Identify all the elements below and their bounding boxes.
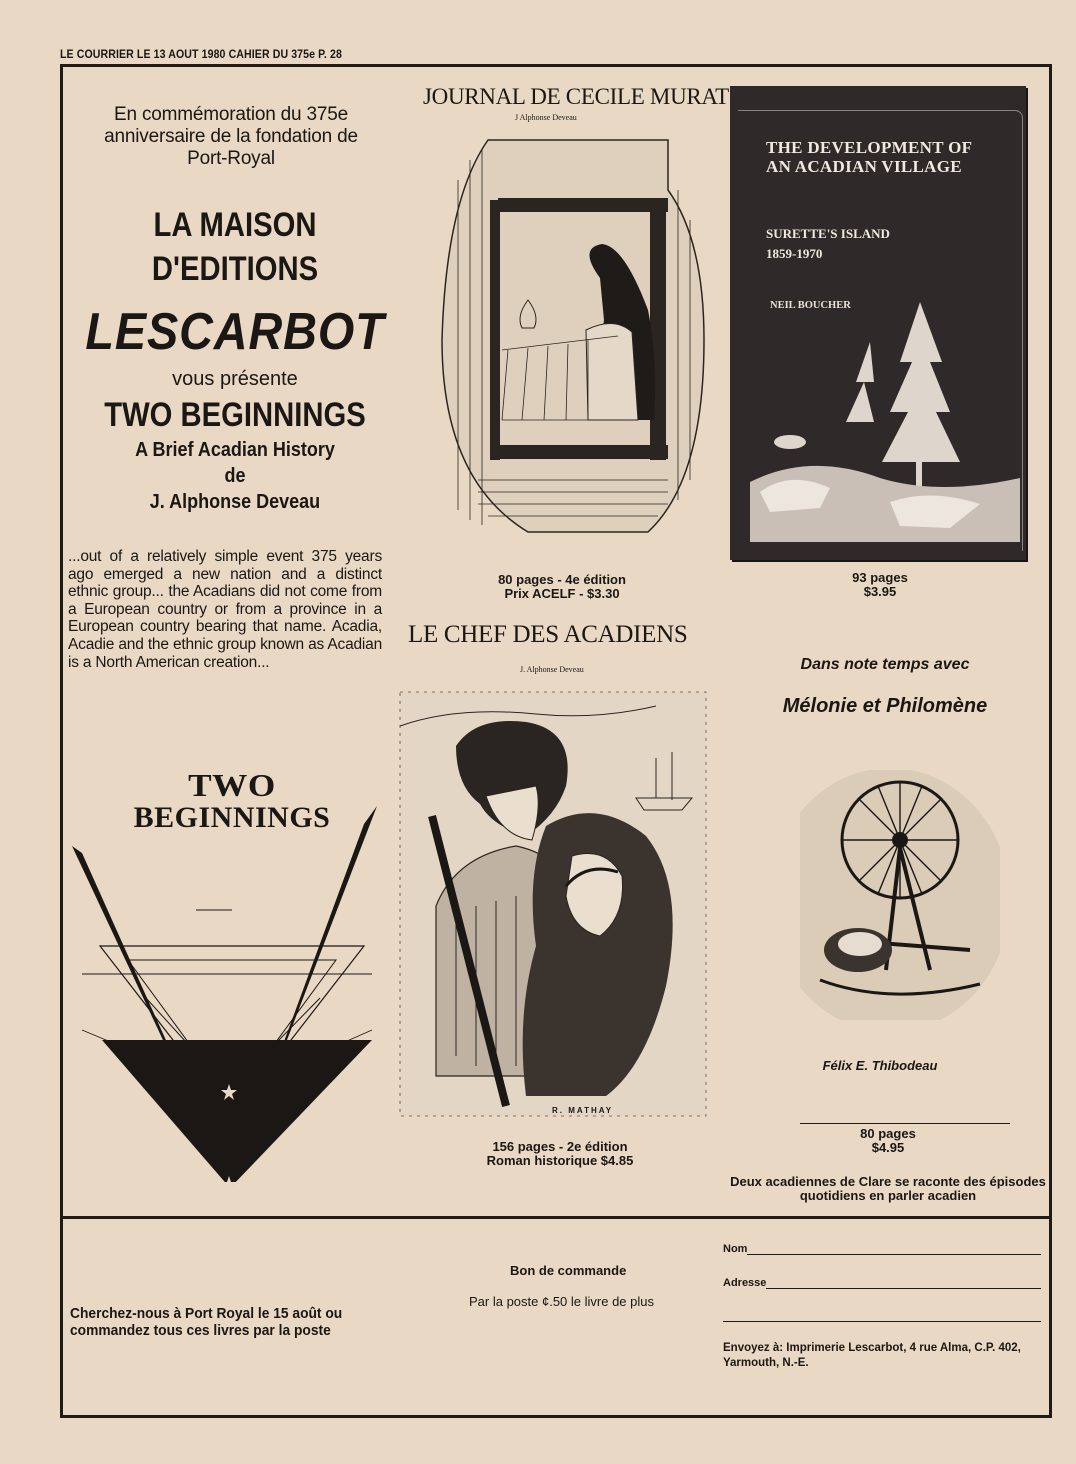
featured-de: de xyxy=(224,465,246,487)
murat-author: J Alphonse Deveau xyxy=(515,113,577,122)
chef-info xyxy=(450,1140,670,1168)
featured-title: TWO BEGINNINGS xyxy=(104,396,366,434)
publisher-line-1: LA MAISON xyxy=(153,206,317,244)
address-label: Adresse xyxy=(723,1277,767,1289)
name-label: Nom xyxy=(723,1243,748,1255)
postage-note: Par la poste ¢.50 le livre de plus xyxy=(469,1294,654,1309)
melonie-price: $4.95 xyxy=(871,1140,905,1155)
name-field[interactable] xyxy=(723,1242,1041,1255)
send-to-line-2: Yarmouth, N.-E. xyxy=(723,1357,809,1369)
cover-tree-illustration xyxy=(750,282,1020,542)
murat-title: JOURNAL DE CECILE MURAT xyxy=(423,84,729,109)
publisher-line-2: D'EDITIONS xyxy=(151,250,319,288)
intro-line-1: En commémoration du 375e xyxy=(114,104,348,125)
logo-title-line-2: BEGINNINGS xyxy=(133,801,331,834)
murat-price: Prix ACELF - $3.30 xyxy=(504,586,620,601)
send-to-address xyxy=(723,1341,1043,1371)
melonie-author: Félix E. Thibodeau xyxy=(822,1058,938,1073)
chef-pages: 156 pages - 2e édition xyxy=(492,1139,628,1154)
village-price: $3.95 xyxy=(863,584,897,599)
send-to-line-1: Envoyez à: Imprimerie Lescarbot, 4 rue Alma, C.P. 402, xyxy=(723,1342,1021,1354)
featured-subtitle-block xyxy=(87,437,384,515)
spinning-wheel-illustration xyxy=(800,770,1000,1020)
melonie-info xyxy=(838,1127,938,1155)
melonie-desc-line-2: quotidiens en parler acadien xyxy=(799,1188,977,1203)
murat-pages: 80 pages - 4e édition xyxy=(498,572,626,587)
intro-line-2: anniversaire de la fondation de xyxy=(104,126,358,147)
cover-subtitle: SURETTE'S ISLAND xyxy=(766,226,890,241)
melonie-rule xyxy=(800,1123,1010,1124)
village-pages: 93 pages xyxy=(852,570,908,585)
chef-price: Roman historique $4.85 xyxy=(486,1153,634,1168)
cover-author: NEIL BOUCHER xyxy=(770,300,851,311)
melonie-description xyxy=(728,1175,1048,1203)
melonie-pages: 80 pages xyxy=(860,1126,916,1141)
presents-text: vous présente xyxy=(172,368,298,390)
chef-illustration-signature: R. MATHAY xyxy=(552,1106,614,1115)
murat-info xyxy=(462,573,662,601)
village-info xyxy=(820,571,940,599)
two-beginnings-logo xyxy=(72,768,392,1198)
cover-subtitle-block xyxy=(766,224,890,264)
order-form-title: Bon de commande xyxy=(510,1263,627,1278)
cover-years: 1859-1970 xyxy=(766,246,823,261)
logo-triangles-graphic xyxy=(72,798,392,1198)
chef-title: LE CHEF DES ACADIENS xyxy=(408,621,688,648)
intro-line-3: Port-Royal xyxy=(187,148,275,169)
murat-illustration xyxy=(418,120,718,540)
logo-title-line-1: TWO xyxy=(188,767,276,803)
village-book-cover xyxy=(730,86,1026,560)
melonie-title: Mélonie et Philomène xyxy=(782,695,988,717)
melonie-desc-line-1: Deux acadiennes de Clare se raconte des épisodes xyxy=(730,1174,1046,1189)
featured-subtitle: A Brief Acadian History xyxy=(135,439,335,461)
address-field[interactable] xyxy=(723,1276,1041,1289)
chef-author: J. Alphonse Deveau xyxy=(520,665,584,674)
find-us-line-1: Cherchez-nous à Port Royal le 15 août ou xyxy=(70,1305,343,1322)
publisher-heading xyxy=(93,203,377,291)
featured-author: J. Alphonse Deveau xyxy=(149,491,321,513)
chef-illustration xyxy=(396,686,714,1122)
address-line-2[interactable] xyxy=(723,1320,1041,1322)
find-us-line-2: commandez tous ces livres par la poste xyxy=(70,1322,331,1339)
find-us-text xyxy=(70,1305,342,1339)
publisher-name: LESCARBOT xyxy=(85,303,385,361)
commemoration-text xyxy=(76,104,386,170)
address-line xyxy=(766,1276,1041,1289)
melonie-intro: Dans note temps avec xyxy=(800,656,970,673)
order-divider xyxy=(62,1216,1050,1219)
featured-quote: ...out of a relatively simple event 375 years ago emerged a new nation and a distinct ethnic group... the Acadians did not come from a European country or from a province in a European country bearing that name. Acadia, Acadie and the ethnic group known as Acadian is a North American creation... xyxy=(68,548,382,671)
cover-title: THE DEVELOPMENT OF AN ACADIAN VILLAGE xyxy=(766,138,972,176)
name-line xyxy=(747,1242,1041,1255)
running-head: LE COURRIER LE 13 AOUT 1980 CAHIER DU 375e P. 28 xyxy=(60,49,342,61)
